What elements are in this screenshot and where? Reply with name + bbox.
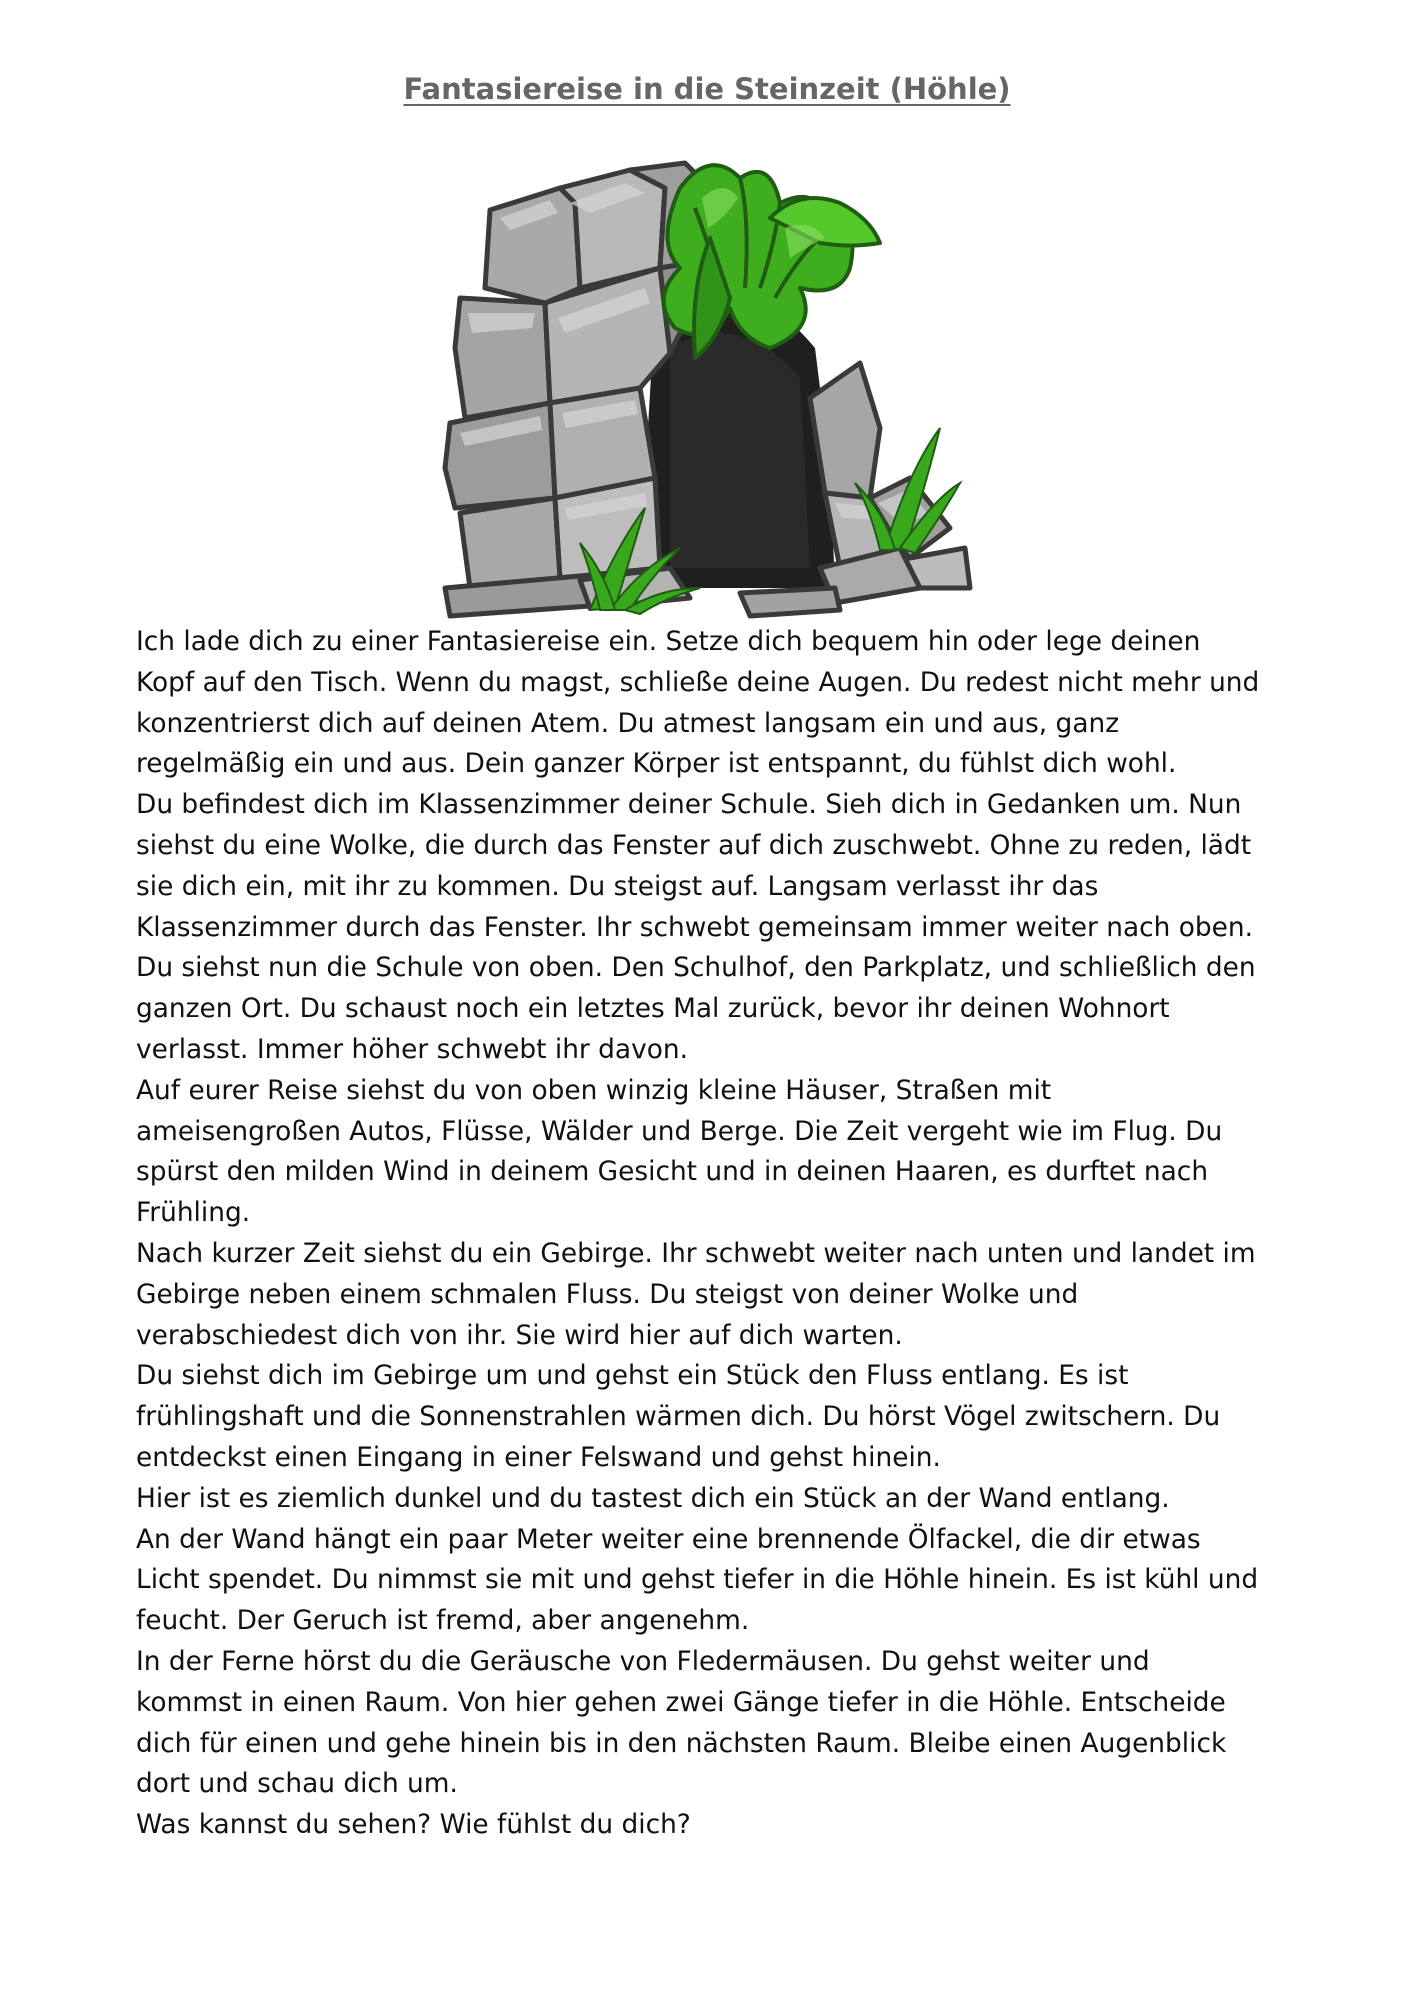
text-line: kommst in einen Raum. Von hier gehen zwei Gänge tiefer in die Höhle. Entscheide — [136, 1686, 1226, 1718]
cave-icon — [440, 148, 980, 620]
text-line: spürst den milden Wind in deinem Gesicht und in deinen Haaren, es durftet nach — [136, 1156, 1209, 1188]
text-line: Du siehst nun die Schule von oben. Den Schulhof, den Parkplatz, und schließlich den — [136, 952, 1256, 984]
text-line: Frühling. — [136, 1197, 251, 1229]
text-line: Hier ist es ziemlich dunkel und du tastest dich ein Stück an der Wand entlang. — [136, 1482, 1170, 1514]
text-line: In der Ferne hörst du die Geräusche von Fledermäusen. Du gehst weiter und — [136, 1645, 1150, 1677]
text-line: Du siehst dich im Gebirge um und gehst ein Stück den Fluss entlang. Es ist — [136, 1360, 1129, 1392]
text-line: ganzen Ort. Du schaust noch ein letztes Mal zurück, bevor ihr deinen Wohnort — [136, 993, 1170, 1025]
text-line: Kopf auf den Tisch. Wenn du magst, schließe deine Augen. Du redest nicht mehr und — [136, 666, 1260, 698]
text-line: Du befindest dich im Klassenzimmer deiner Schule. Sieh dich in Gedanken um. Nun — [136, 789, 1242, 821]
text-line: verlasst. Immer höher schwebt ihr davon. — [136, 1033, 688, 1065]
text-line: siehst du eine Wolke, die durch das Fenster auf dich zuschwebt. Ohne zu reden, lädt — [136, 829, 1252, 861]
text-line: konzentrierst dich auf deinen Atem. Du atmest langsam ein und aus, ganz — [136, 707, 1120, 739]
story-text — [136, 622, 1296, 1846]
text-line: entdeckst einen Eingang in einer Felswand und gehst hinein. — [136, 1441, 941, 1473]
text-line: feucht. Der Geruch ist fremd, aber angenehm. — [136, 1605, 750, 1637]
text-line: Licht spendet. Du nimmst sie mit und gehst tiefer in die Höhle hinein. Es ist kühl und — [136, 1564, 1259, 1596]
text-line: frühlingshaft und die Sonnenstrahlen wärmen dich. Du hörst Vögel zwitschern. Du — [136, 1401, 1221, 1433]
text-line: verabschiedest dich von ihr. Sie wird hier auf dich warten. — [136, 1319, 903, 1351]
text-line: Klassenzimmer durch das Fenster. Ihr schwebt gemeinsam immer weiter nach oben. — [136, 911, 1254, 943]
text-line: Was kannst du sehen? Wie fühlst du dich? — [136, 1809, 691, 1841]
text-line: An der Wand hängt ein paar Meter weiter eine brennende Ölfackel, die dir etwas — [136, 1523, 1201, 1555]
text-line: Nach kurzer Zeit siehst du ein Gebirge. Ihr schwebt weiter nach unten und landet im — [136, 1237, 1256, 1269]
page-title: Fantasiereise in die Steinzeit (Höhle) — [403, 72, 1011, 106]
text-line: regelmäßig ein und aus. Dein ganzer Körper ist entspannt, du fühlst dich wohl. — [136, 748, 1177, 780]
text-line: ameisengroßen Autos, Flüsse, Wälder und Berge. Die Zeit vergeht wie im Flug. Du — [136, 1115, 1223, 1147]
text-line: Ich lade dich zu einer Fantasiereise ein. Setze dich bequem hin oder lege deinen — [136, 626, 1201, 657]
text-line: Auf eurer Reise siehst du von oben winzig kleine Häuser, Straßen mit — [136, 1074, 1052, 1106]
text-line: dort und schau dich um. — [136, 1768, 458, 1800]
text-line: dich für einen und gehe hinein bis in den nächsten Raum. Bleibe einen Augenblick — [136, 1727, 1227, 1759]
text-line: Gebirge neben einem schmalen Fluss. Du steigst von deiner Wolke und — [136, 1278, 1079, 1310]
text-line: sie dich ein, mit ihr zu kommen. Du steigst auf. Langsam verlasst ihr das — [136, 870, 1099, 902]
